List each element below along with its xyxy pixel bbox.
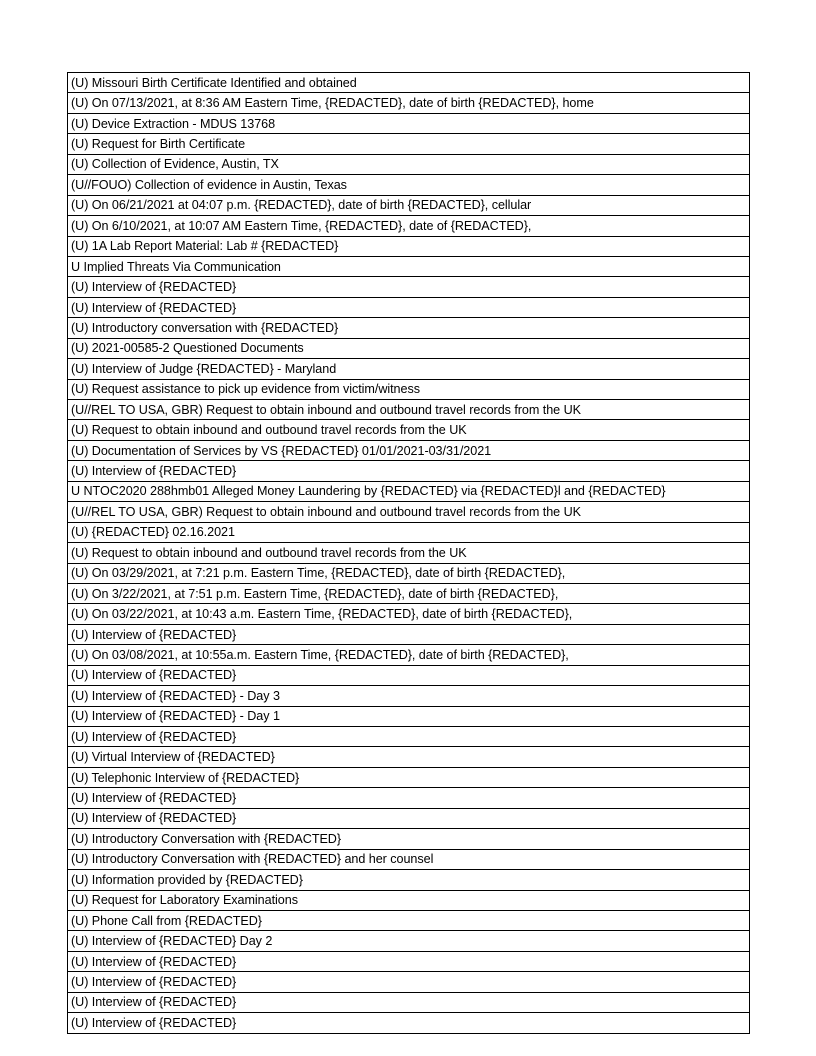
table-row bbox=[68, 318, 750, 338]
table-cell: (U) Collection of Evidence, Austin, TX bbox=[68, 154, 750, 174]
table-cell: (U) Virtual Interview of {REDACTED} bbox=[68, 747, 750, 767]
table-row bbox=[68, 665, 750, 685]
table-row bbox=[68, 706, 750, 726]
table-cell: (U) Documentation of Services by VS {REDACTED} 01/01/2021-03/31/2021 bbox=[68, 440, 750, 460]
table-cell: (U//REL TO USA, GBR) Request to obtain inbound and outbound travel records from the UK bbox=[68, 502, 750, 522]
table-row bbox=[68, 767, 750, 787]
records-table bbox=[67, 72, 750, 1034]
table-row bbox=[68, 808, 750, 828]
table-row bbox=[68, 522, 750, 542]
table-cell: (U) 2021-00585-2 Questioned Documents bbox=[68, 338, 750, 358]
table-row bbox=[68, 277, 750, 297]
table-row bbox=[68, 788, 750, 808]
table-cell: (U) Request for Laboratory Examinations bbox=[68, 890, 750, 910]
table-row bbox=[68, 195, 750, 215]
table-cell: (U) Interview of {REDACTED} bbox=[68, 727, 750, 747]
table-cell: (U) Introductory Conversation with {REDACTED} and her counsel bbox=[68, 849, 750, 869]
table-row bbox=[68, 563, 750, 583]
table-cell: (U//REL TO USA, GBR) Request to obtain inbound and outbound travel records from the UK bbox=[68, 400, 750, 420]
table-cell: (U) Request for Birth Certificate bbox=[68, 134, 750, 154]
table-row bbox=[68, 1013, 750, 1033]
table-cell: (U) On 06/21/2021 at 04:07 p.m. {REDACTED}, date of birth {REDACTED}, cellular bbox=[68, 195, 750, 215]
table-cell: U Implied Threats Via Communication bbox=[68, 256, 750, 276]
table-cell: (U) Missouri Birth Certificate Identified and obtained bbox=[71, 75, 357, 90]
table-cell: (U) Interview of {REDACTED} - Day 1 bbox=[68, 706, 750, 726]
table-cell: (U) Phone Call from {REDACTED} bbox=[68, 910, 750, 930]
table-row bbox=[68, 154, 750, 174]
table-cell: (U) Interview of {REDACTED} bbox=[68, 624, 750, 644]
table-row bbox=[68, 73, 750, 93]
table-row bbox=[68, 256, 750, 276]
table-row bbox=[68, 543, 750, 563]
table-cell: (U) Interview of {REDACTED} bbox=[68, 461, 750, 481]
table-row bbox=[68, 972, 750, 992]
table-row bbox=[68, 236, 750, 256]
table-row bbox=[68, 461, 750, 481]
table-cell: (U) Interview of {REDACTED} - Day 3 bbox=[68, 686, 750, 706]
table-cell: (U) Telephonic Interview of {REDACTED} bbox=[68, 767, 750, 787]
table-cell: (U) 1A Lab Report Material: Lab # {REDACTED} bbox=[68, 236, 750, 256]
table-cell: (U) Request to obtain inbound and outbound travel records from the UK bbox=[68, 543, 750, 563]
table-row bbox=[68, 113, 750, 133]
table-row bbox=[68, 379, 750, 399]
table-row bbox=[68, 216, 750, 236]
table-row bbox=[68, 624, 750, 644]
table-row bbox=[68, 297, 750, 317]
table-cell: (U) Introductory Conversation with {REDACTED} bbox=[68, 829, 750, 849]
table-cell: (U) Interview of {REDACTED} bbox=[68, 788, 750, 808]
table-cell: (U) On 03/29/2021, at 7:21 p.m. Eastern Time, {REDACTED}, date of birth {REDACTED}, bbox=[68, 563, 750, 583]
table-row bbox=[68, 338, 750, 358]
table-cell: (U) Interview of {REDACTED} bbox=[68, 665, 750, 685]
table-cell: (U) Request assistance to pick up evidence from victim/witness bbox=[68, 379, 750, 399]
table-cell: (U) Information provided by {REDACTED} bbox=[68, 870, 750, 890]
table-row bbox=[68, 645, 750, 665]
table-row bbox=[68, 686, 750, 706]
table-cell: (U) Request to obtain inbound and outbound travel records from the UK bbox=[68, 420, 750, 440]
table-row bbox=[68, 400, 750, 420]
table-row bbox=[68, 747, 750, 767]
table-row bbox=[68, 870, 750, 890]
table-cell: (U//FOUO) Collection of evidence in Austin, Texas bbox=[68, 175, 750, 195]
table-row bbox=[68, 440, 750, 460]
table-cell: (U) On 07/13/2021, at 8:36 AM Eastern Time, {REDACTED}, date of birth {REDACTED}, home bbox=[68, 93, 750, 113]
table-cell: (U) On 03/08/2021, at 10:55a.m. Eastern Time, {REDACTED}, date of birth {REDACTED}, bbox=[68, 645, 750, 665]
table-cell: (U) On 3/22/2021, at 7:51 p.m. Eastern Time, {REDACTED}, date of birth {REDACTED}, bbox=[68, 583, 750, 603]
records-table-body bbox=[68, 73, 750, 1034]
table-row bbox=[68, 910, 750, 930]
table-row bbox=[68, 359, 750, 379]
table-row bbox=[68, 420, 750, 440]
table-cell: (U) Interview of {REDACTED} bbox=[68, 808, 750, 828]
table-cell: (U) Interview of Judge {REDACTED} - Maryland bbox=[68, 359, 750, 379]
table-row bbox=[68, 481, 750, 501]
table-row bbox=[68, 93, 750, 113]
table-cell: (U) Interview of {REDACTED} bbox=[68, 1013, 750, 1033]
table-row bbox=[68, 951, 750, 971]
table-cell: (U) Device Extraction - MDUS 13768 bbox=[68, 113, 750, 133]
table-cell: (U) Interview of {REDACTED} bbox=[68, 297, 750, 317]
table-row bbox=[68, 829, 750, 849]
table-row bbox=[68, 890, 750, 910]
table-row bbox=[68, 604, 750, 624]
table-cell: (U) Introductory conversation with {REDACTED} bbox=[68, 318, 750, 338]
table-row bbox=[68, 931, 750, 951]
table-row bbox=[68, 849, 750, 869]
table-row bbox=[68, 583, 750, 603]
table-row bbox=[68, 992, 750, 1012]
table-row bbox=[68, 727, 750, 747]
table-cell: (U) Interview of {REDACTED} bbox=[68, 972, 750, 992]
table-row bbox=[68, 134, 750, 154]
table-row bbox=[68, 502, 750, 522]
table-cell: (U) On 6/10/2021, at 10:07 AM Eastern Time, {REDACTED}, date of {REDACTED}, bbox=[68, 216, 750, 236]
table-cell: (U) Interview of {REDACTED} bbox=[68, 277, 750, 297]
table-cell: (U) {REDACTED} 02.16.2021 bbox=[68, 522, 750, 542]
table-cell: (U) Interview of {REDACTED} bbox=[68, 992, 750, 1012]
table-cell: U NTOC2020 288hmb01 Alleged Money Laundering by {REDACTED} via {REDACTED}l and {REDACTED} bbox=[68, 481, 750, 501]
table-cell: (U) Interview of {REDACTED} bbox=[68, 951, 750, 971]
table-cell: (U) Interview of {REDACTED} Day 2 bbox=[68, 931, 750, 951]
table-cell: (U) On 03/22/2021, at 10:43 a.m. Eastern Time, {REDACTED}, date of birth {REDACTED}, bbox=[68, 604, 750, 624]
table-row bbox=[68, 175, 750, 195]
